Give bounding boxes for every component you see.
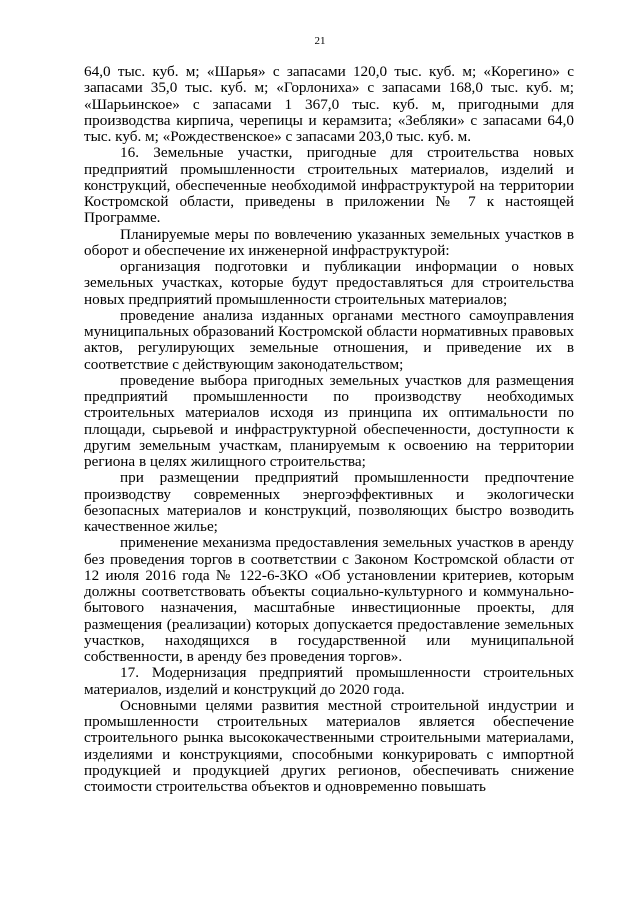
paragraph-planned-measures: Планируемые меры по вовлечению указанных земельных участков в оборот и обеспечение их инженерной инфраструктурой: [84,225,574,259]
paragraph-measure-legal-analysis: проведение анализа изданных органами местного самоуправления муниципальных образований Костромской области нормативных правовых актов, регулирующих земельные отношения, и приведение их в соответствие с действующим законодательством; [84,306,574,373]
paragraph-main-goals: Основными целями развития местной строительной индустрии и промышленности строительных материалов является обеспечение строительного рынка высококачественными строительными материалами, изделиями и конструкциями, способными конкурировать с импортной продукцией и продукцией других регионов, обеспечивать снижение стоимости строительства объектов и одновременно повышать [84,696,574,795]
paragraph-deposits-continued: 64,0 тыс. куб. м; «Шарья» с запасами 120,0 тыс. куб. м; «Корегино» с запасами 35,0 тыс. куб. м; «Горлониха» с запасами 168,0 тыс. куб. м; «Шарьинское» с запасами 1 367,0 тыс. куб. м, пригодными для производства кирпича, черепицы и керамзита; «Зебляки» с запасами 64,0 тыс. куб. м; «Рождественское» с запасами 203,0 тыс. куб. м. [84,63,574,145]
paragraph-section-16: 16. Земельные участки, пригодные для строительства новых предприятий промышленности строительных материалов, изделий и конструкций, обеспеченные необходимой инфраструктурой на территории Костромской области, приведены в приложении № 7 к настоящей Программе. [84,144,574,227]
page-number: 21 [314,35,326,47]
paragraph-measure-priority: при размещении предприятий промышленности предпочтение производству современных энергоэффективных и экологически безопасных материалов и конструкций, позволяющих быстро возводить качественное жилье; [84,469,574,535]
paragraph-section-17: 17. Модернизация предприятий промышленности строительных материалов, изделий и конструкций до 2020 года. [84,664,574,698]
document-body [84,64,574,795]
paragraph-measure-site-selection: проведение выбора пригодных земельных участков для размещения предприятий промышленности по производству необходимых строительных материалов исходя из принципа их оптимальности по площади, сырьевой и инфраструктурной обеспеченности, доступности к другим земельным участкам, планируемым к освоению на территории региона в целях жилищного строительства; [84,371,574,470]
paragraph-measure-lease: применение механизма предоставления земельных участков в аренду без проведения торгов в соответствии с Законом Костромской области от 12 июля 2016 года № 122-6-ЗКО «Об установлении критериев, которым должны соответствовать объекты социально-культурного и коммунально-бытового назначения, масштабные инвестиционные проекты, для размещения (реализации) которых допускается предоставление земельных участков, находящихся в государственной или муниципальной собственности, в аренду без проведения торгов». [84,534,574,665]
paragraph-measure-publication: организация подготовки и публикации информации о новых земельных участках, которые будут предоставляться для строительства новых предприятий промышленности строительных материалов; [84,258,574,308]
